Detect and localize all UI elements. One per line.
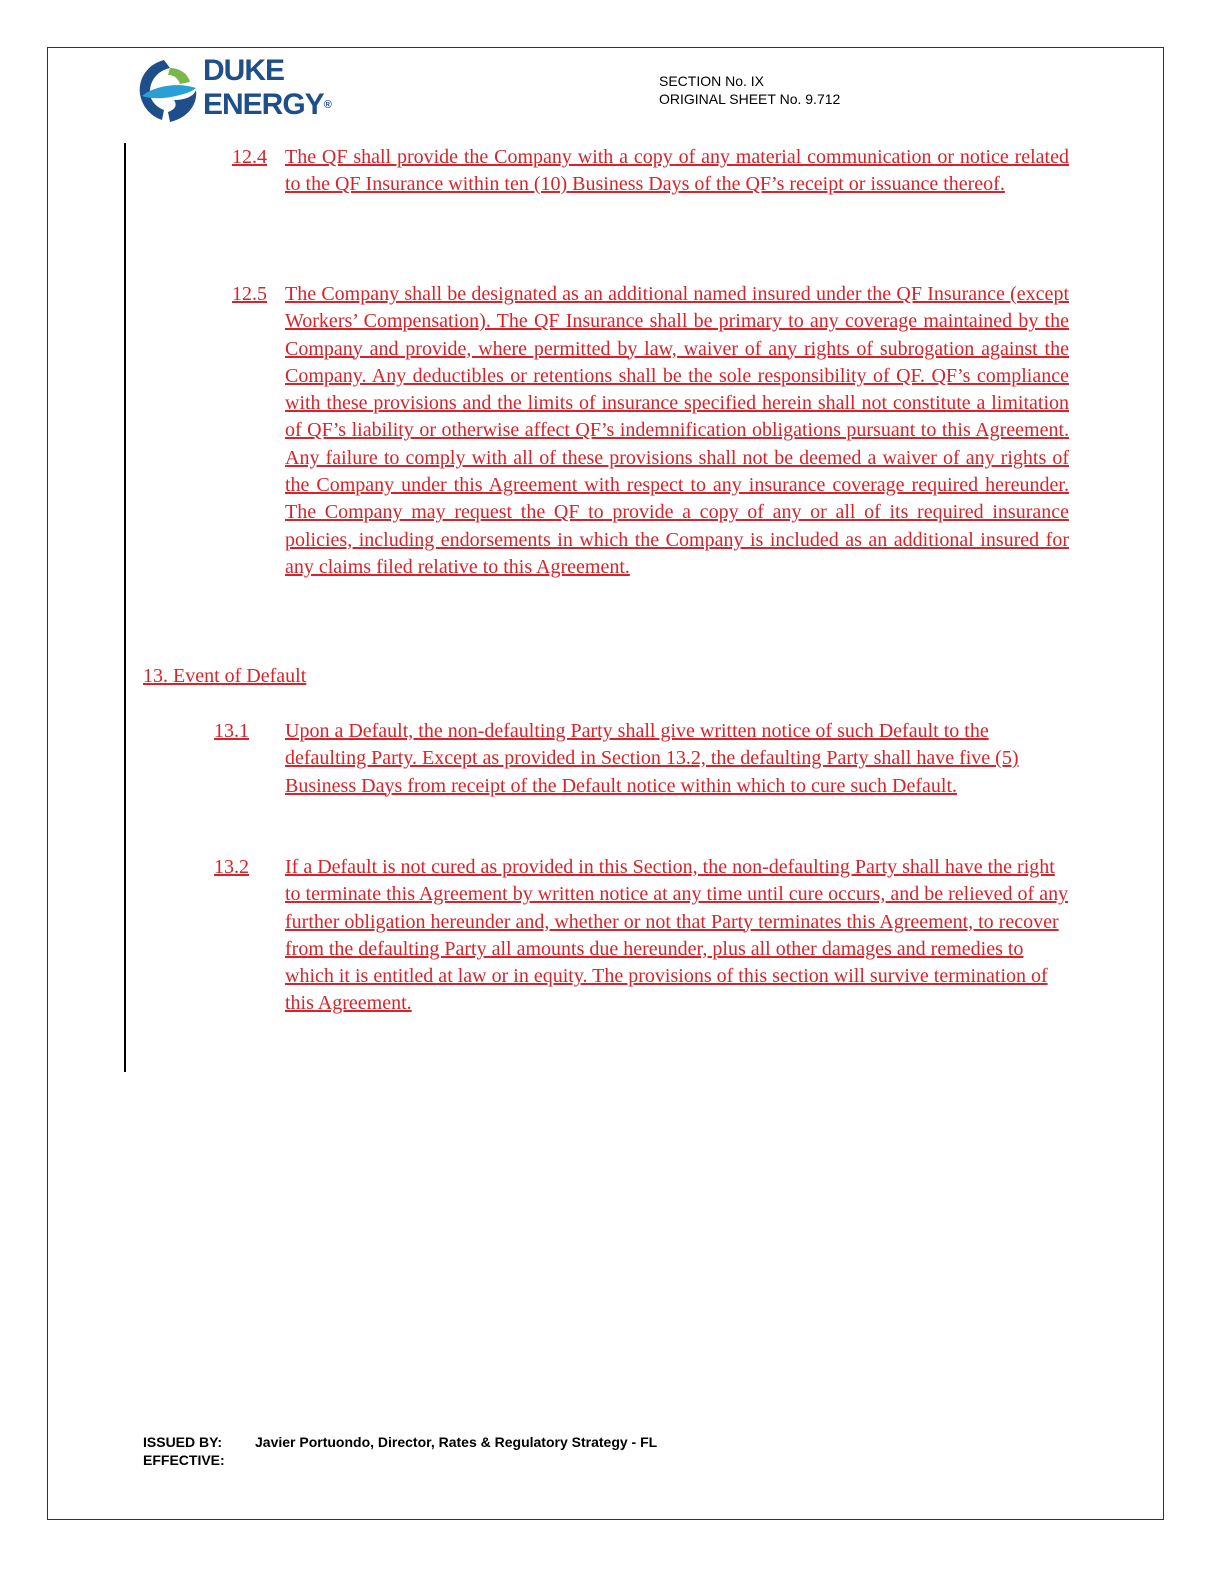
issued-by-value: Javier Portuondo, Director, Rates & Regulatory Strategy - FL [255, 1434, 658, 1450]
paragraph-number-13-2: 13.2 [214, 856, 249, 878]
revision-change-bar [124, 143, 126, 1072]
paragraph-number-12-4: 12.4 [232, 146, 267, 168]
sheet-number: ORIGINAL SHEET No. 9.712 [659, 91, 841, 107]
paragraph-13-2: If a Default is not cured as provided in this Section, the non-defaulting Party shall have the right to terminate this Agreement by written notice at any time until cure occurs, and be relieved of any further obligation hereunder and, whether or not that Party terminates this Agreement, to recover from the defaulting Party all amounts due hereunder, plus all other damages and remedies to which it is entitled at law or in equity. The provisions of this section will survive termination of this Agreement. [285, 856, 1069, 1015]
duke-energy-logo [134, 56, 344, 128]
issuance-footer [143, 1433, 657, 1469]
section-number: SECTION No. IX [659, 73, 765, 89]
logo-registered-mark: ® [323, 99, 332, 111]
section-heading-13: 13. Event of Default [143, 665, 307, 687]
logo-wordmark [203, 56, 332, 120]
paragraph-12-4: The QF shall provide the Company with a copy of any material communication or notice related to the QF Insurance within ten (10) Business Days of the QF’s receipt or issuance thereof. [285, 146, 1069, 196]
paragraph-12-5: The Company shall be designated as an additional named insured under the QF Insurance (except Workers’ Compensation). The QF Insurance shall be primary to any coverage maintained by the Company and provide, where permitted by law, waiver of any rights of subrogation against the Company. Any deductibles or retentions shall be the sole responsibility of QF. QF’s compliance with these provisions and the limits of insurance specified herein shall not constitute a limitation of QF’s liability or otherwise affect QF’s indemnification obligations pursuant to this Agreement. Any failure to comply with all of these provisions shall not be deemed a waiver of any rights of the Company under this Agreement with respect to any insurance coverage required hereunder. The Company may request the QF to provide a copy of any or all of its required insurance policies, including endorsements in which the Company is included as an additional insured for any claims filed relative to this Agreement. [285, 283, 1069, 578]
paragraph-13-1: Upon a Default, the non-defaulting Party shall give written notice of such Default to the defaulting Party. Except as provided in Section 13.2, the defaulting Party shall have five (5) Business Days from receipt of the Default notice within which to cure such Default. [285, 720, 1019, 797]
sheet-header [659, 72, 840, 108]
logo-line2: ENERGY [203, 88, 324, 121]
paragraph-number-12-5: 12.5 [232, 283, 267, 305]
paragraph-number-13-1: 13.1 [214, 720, 249, 742]
duke-energy-logo-icon [134, 56, 202, 126]
effective-label: EFFECTIVE: [143, 1452, 225, 1468]
logo-line1: DUKE [203, 54, 285, 87]
issued-by-label: ISSUED BY: [143, 1434, 223, 1450]
